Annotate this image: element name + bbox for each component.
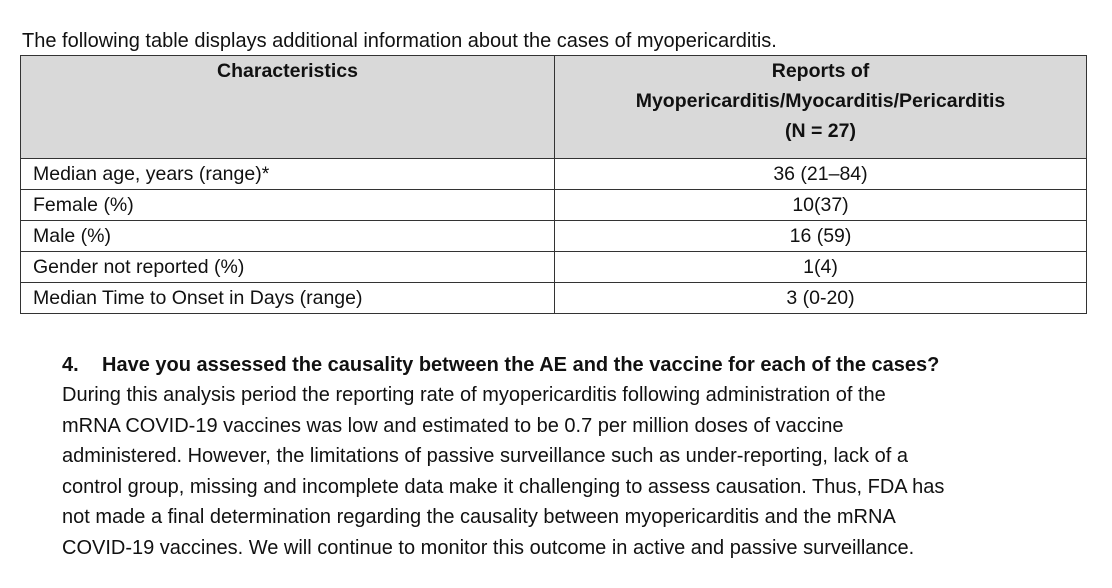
question-section xyxy=(62,350,1092,563)
table-row xyxy=(21,221,1087,252)
answer-line: not made a final determination regarding the causality between myopericarditis and the mRNA xyxy=(62,506,896,528)
answer-paragraph xyxy=(62,380,1092,563)
header-reports-line-1: Reports of xyxy=(771,60,870,82)
question-number: 4. xyxy=(62,354,79,376)
table-body xyxy=(21,159,1087,314)
table-row xyxy=(21,252,1087,283)
table-row xyxy=(21,283,1087,314)
row-value: 36 (21–84) xyxy=(555,159,1087,190)
row-label: Median Time to Onset in Days (range) xyxy=(21,283,555,314)
row-value: 10(37) xyxy=(555,190,1087,221)
header-characteristics-label: Characteristics xyxy=(217,60,358,82)
table-header xyxy=(21,56,1087,159)
answer-line: COVID-19 vaccines. We will continue to monitor this outcome in active and passive surveillance. xyxy=(62,536,915,559)
question-heading xyxy=(62,350,1092,380)
row-label: Median age, years (range)* xyxy=(21,159,555,190)
answer-line: During this analysis period the reporting rate of myopericarditis following administration of the xyxy=(62,384,886,406)
header-reports-line-2: Myopericarditis/Myocarditis/Pericarditis xyxy=(635,90,1006,112)
answer-line: control group, missing and incomplete data make it challenging to assess causation. Thus, FDA has xyxy=(62,475,945,498)
table-row xyxy=(21,159,1087,190)
row-label: Female (%) xyxy=(21,190,555,221)
table-header-row xyxy=(21,56,1087,159)
answer-line: administered. However, the limitations of passive surveillance such as under-reporting, lack of a xyxy=(62,445,908,467)
row-value: 16 (59) xyxy=(555,221,1087,252)
header-reports xyxy=(555,56,1087,159)
answer-line: mRNA COVID-19 vaccines was low and estimated to be 0.7 per million doses of vaccine xyxy=(62,414,844,437)
row-value: 1(4) xyxy=(555,252,1087,283)
header-characteristics xyxy=(21,56,555,159)
header-reports-line-3: (N = 27) xyxy=(785,120,856,142)
row-label: Gender not reported (%) xyxy=(21,252,555,283)
intro-paragraph: The following table displays additional information about the cases of myopericarditis. xyxy=(22,30,777,52)
question-title: Have you assessed the causality between the AE and the vaccine for each of the cases? xyxy=(102,354,940,376)
characteristics-table xyxy=(20,55,1087,314)
row-label: Male (%) xyxy=(21,221,555,252)
table-row xyxy=(21,190,1087,221)
row-value: 3 (0-20) xyxy=(555,283,1087,314)
